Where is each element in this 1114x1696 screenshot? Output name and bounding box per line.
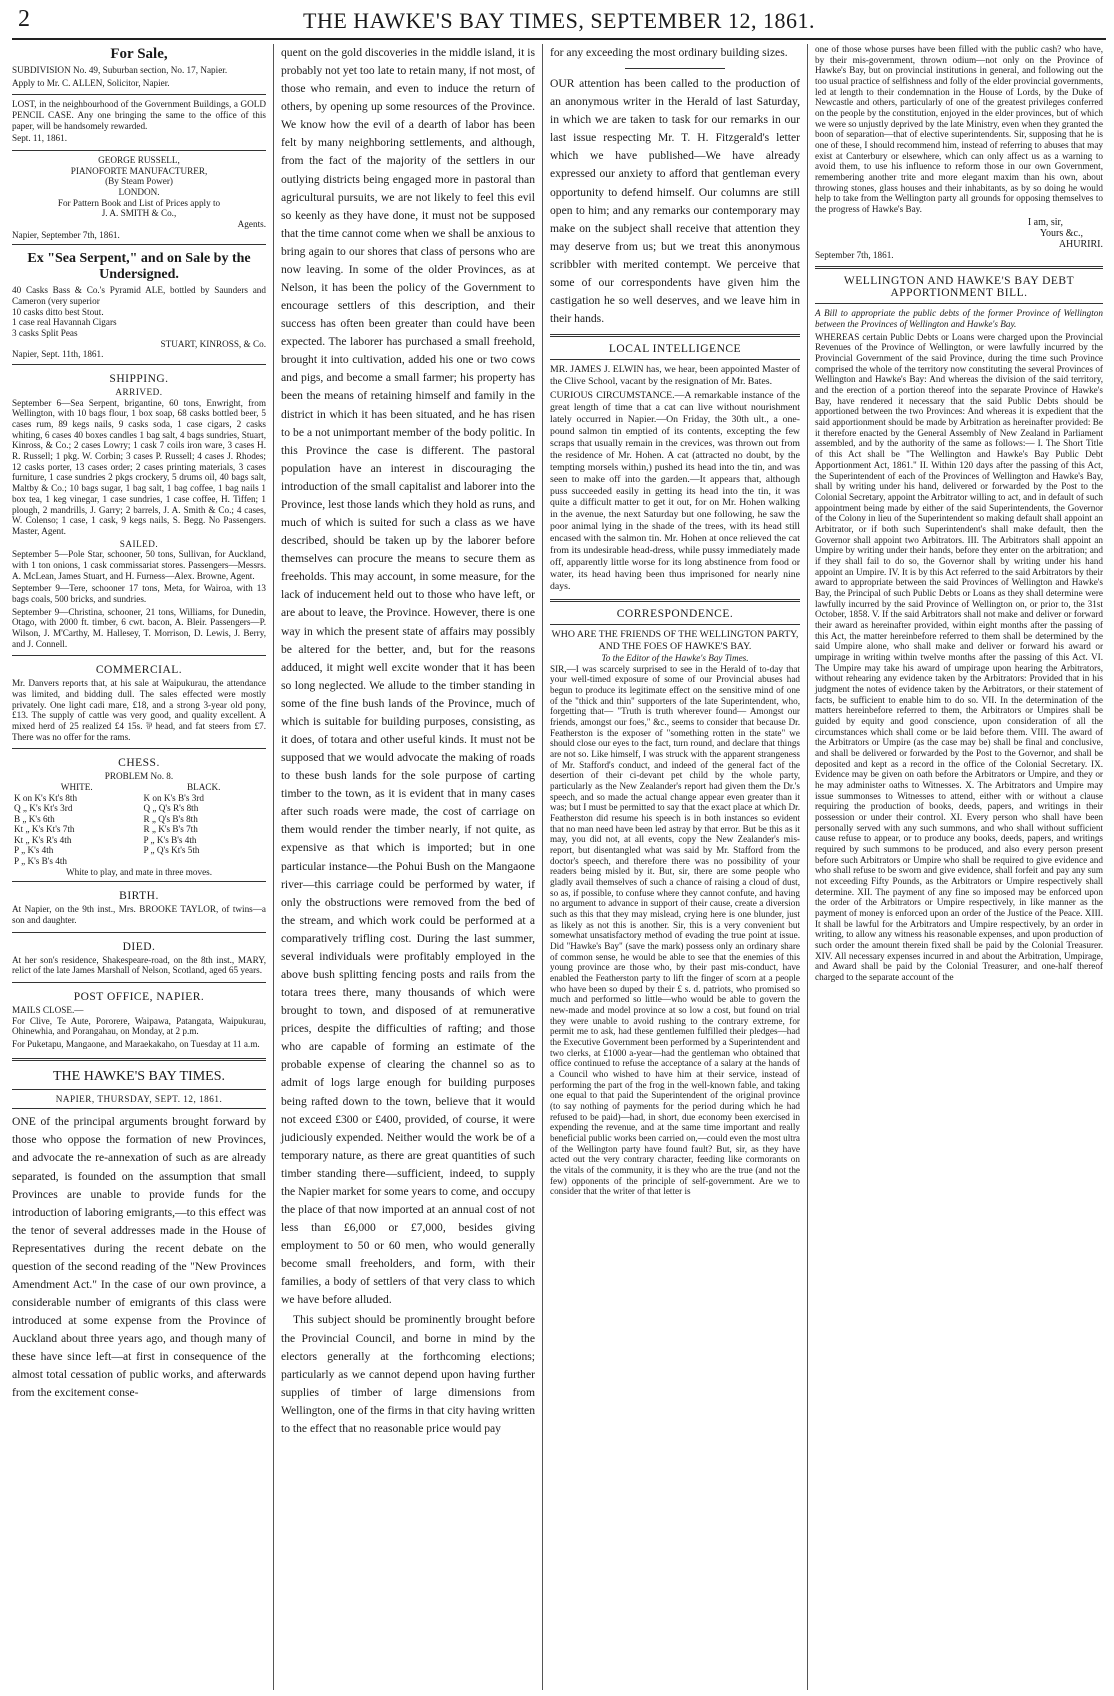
column-4 xyxy=(811,44,1107,1690)
black-move: R „ K's B's 7th xyxy=(143,824,198,835)
column-rule xyxy=(273,44,274,1690)
local-item: MR. JAMES J. ELWIN has, we hear, been appointed Master of the Clive School, vacant by the resignation of Mr. Bates. xyxy=(550,364,800,388)
chess-table xyxy=(12,782,266,867)
russell-power: (By Steam Power) xyxy=(105,176,173,187)
editorial-text: ONE of the principal arguments brought forward by those who oppose the formation of new Provinces, and advocate the re-annexation of such as are already separated, is founded on the assumption that small Provinces are unable to provide funds for the introduction of laboring emigrants,—to this effect was the tenor of several addresses made in the House of Representatives during the recent debate on the question of the second reading of the "New Provinces Amendment Act." In the case of our own province, a considerable number of emigrants of this class were introduced at some expense from the Province of Auckland about three years ago, and though many of these have since left—at first in consequence of the almost total cessation of public works, and afterwards from the excitement conse- xyxy=(12,1115,266,1400)
died-text: At her son's residence, Shakespeare-road, on the 8th inst., MARY, relict of the late James Marshall of Nelson, Scotland, aged 65 years. xyxy=(12,954,266,976)
for-sale-apply: Apply to Mr. C. ALLEN, Solicitor, Napier. xyxy=(12,77,170,88)
chess-section xyxy=(12,753,266,877)
column-rule xyxy=(807,44,808,1690)
white-move: Kt „ K's R's 4th xyxy=(14,834,72,845)
arrived-label: ARRIVED. xyxy=(115,387,163,398)
shipping-heading: SHIPPING. xyxy=(109,373,169,386)
letter-yours: Yours &c., xyxy=(1039,227,1083,239)
sailed-label: SAILED. xyxy=(119,538,159,549)
column-rule xyxy=(542,44,543,1690)
russell-ad xyxy=(12,155,266,240)
white-move: Kt „ K's Kt's 7th xyxy=(14,824,75,835)
editorial-dateline: NAPIER, THURSDAY, SEPT. 12, 1861. xyxy=(55,1093,223,1104)
commercial-text: Mr. Danvers reports that, at his sale at Waipukurau, the attendance was limited, and bidding dull. The sales effected were mostly privately. One light cadi mare, £18, and a strong 3-year old pony, £13. The supply of cattle was very good, and quality excellent. A mixed herd of 25 realized £4 15s. ⅌ head, and fat steers from £7. There was no offer for the rams. xyxy=(12,678,266,742)
chess-header-row xyxy=(12,782,266,793)
lost-ad xyxy=(12,99,266,146)
timber-text-end: for any exceeding the most ordinary building sizes. xyxy=(550,46,788,59)
birth-text: At Napier, on the 9th inst., Mrs. BROOKE TAYLOR, of twins—a son and daughter. xyxy=(12,904,266,925)
sailed-entry: September 9—Tere, schooner 17 tons, Meta, for Wairoa, with 13 bags coals, 500 bricks, and sundries. xyxy=(12,583,266,604)
sailed-entry: September 5—Pole Star, schooner, 50 tons, Sullivan, for Auckland, with 1 ton onions, 1 cask commissariat stores. Passengers—Messrs. A. McLean, James Stuart, and H. Furness—Alex. Browne, Agent. xyxy=(12,549,266,581)
sea-serpent-line: 3 casks Split Peas xyxy=(12,328,78,339)
divider xyxy=(550,624,800,625)
divider xyxy=(12,748,266,749)
russell-agent: J. A. SMITH & Co., xyxy=(101,208,177,219)
arrived-text: September 6—Sea Serpent, brigantine, 60 tons, Enwright, from Wellington, with 10 bags flour, 1 box soap, 68 casks bottled beer, 5 cases rum, 89 kegs nails, 9 casks soda, 1 case cigars, 2 casks whiting, 6 cases 40 boxes candles 1 bag salt, 4 bags sundries, Stuart, Kinross, & Co.; 2 cases Lowry; 1 cask 7 coils iron ware, 3 cases H. R. Russell; 1 pkg. W. Corbin; 3 cases P. Russell; 4 cases J. Rhodes; 12 casks porter, 13 cases order; 2 cases printing materials, 3 cases furniture, 1 case sundries 2 pkgs crockery, 5 drums oil, 40 bags salt, Maltby & Co.; 10 bags sugar, 1 bag salt, 1 bag coffee, 1 bag nails 1 box tea, 1 keg vinegar, 1 case sundries, 1 case coffee, H. Tiffen; 1 plough, 2 mandrills, J. Garry; 2 barrels, J. A. Smith & Co.; 4 cases, W. Colenso; 1 case, 1 cask, 9 kegs nails, S. Begg. No Passengers. Master, Agent. xyxy=(12,397,266,536)
correspondence-heading: CORRESPONDENCE. xyxy=(616,607,734,620)
editorial-continued-2: This subject should be prominently brought before the Provincial Council, and borne in mind by the electors generally at the forthcoming elections; particularly as we cannot depend upon having further supplies of timber of large dimensions from Wellington, one of the firms in that city having written to the effect that no reasonable price would pay xyxy=(281,1313,535,1435)
commercial-section xyxy=(12,660,266,744)
died-heading: DIED. xyxy=(122,940,156,953)
russell-agents-label: Agents. xyxy=(237,219,266,230)
russell-trade: PIANOFORTE MANUFACTURER, xyxy=(70,165,208,176)
editorial xyxy=(12,1067,266,1405)
for-sale-text: SUBDIVISION No. 49, Suburban section, No. 17, Napier. xyxy=(12,65,228,75)
chess-row xyxy=(12,856,266,867)
column-1 xyxy=(8,44,270,1690)
chess-row xyxy=(12,803,266,814)
black-move xyxy=(141,856,266,867)
divider xyxy=(12,244,266,245)
shipping-section xyxy=(12,369,266,651)
letter-date: September 7th, 1861. xyxy=(815,249,894,260)
white-move: P „ K's 4th xyxy=(14,845,54,856)
masthead xyxy=(12,6,1106,40)
double-divider xyxy=(550,334,800,337)
editorial-continued: quent on the gold discoveries in the middle island, it is probably not yet too late to retain many, if not most, of those who remain, and even to induce the return of others, by opening up some resources of the Province. We know how the evil of a dearth of labor has been felt by many neighboring settlements, and although, from the fact of the majority of the settlers in our outlying districts being engaged more in pastoral than agricultural pursuits, we are not likely to feel this evil so keenly as they have done, it must not be supposed that the time cannot come when we shall be anxious to bring again to our shores that class of persons who are now leaving. In some of the older Provinces, as at Nelson, it has been the policy of the Government to encourage settlers of this description, and their success has often been greater than could have been expected. The laborer has purchased a small freehold, brought it into cultivation, added his one or two cows and pigs, and become a small farmer; his property has been the means of retaining himself and family in the district in which it has been situated, and he has risen to be a not unimportant member of the body politic. In this Province the case is different. The pastoral population have an interest in discouraging the introduction of the small capitalist and laborer into the Province, lest those lands which they hold as runs, and much of which is suited for such a class as we have described, should be taken up by the laborer before themselves can procure the means to secure them as freeholds. This may account, in some measure, for the lack of inducement held out to those who have left, or are about to leave, the Province. However, there is one way in which the present state of affairs may possibly be altered for the better, and, but for the reasons adduced, it might well excite wonder that it has been so long neglected. We allude to the timber standing in some of the fine bush lands of the Province, much of which is suitable for building purposes, consisting, as it does, of totara and other useful kinds. It must not be supposed that we would advocate the making of roads to these bush lands for the sole purpose of carting timber to the town, as it is evident that in many cases after such roads were made, the cost of carriage on them would render the timber nearly, if not quite, as expensive as that which is imported; but in one particular instance—the Pohui Bush on the Mangaone river—this carriage could be performed by water, if only the obstructions were removed from the bed of the stream, and which work could be performed at a comparatively trifling cost. During the last summer, several individuals were profitably employed in the above bush splitting fencing posts and rails from the totara trees there, many thousands of which were brought to town, and disposed of at remunerative prices, despite the difficulties of rafting; and those who are capable of forming an estimate of the probable expense of clearing the channel so as to admit of logs large enough for building purposes being rafted down to the town, believe that it would not exceed £300 or £400, provided, of course, it were judiciously expended. Neither would the work be of a temporary nature, as there are great quantities of such timber standing there—sufficient, indeed, to supply the Napier market for some years to come, and occupy the place of that now imported at an annual cost of not less than £6,000 or £7,000, besides giving employment to 50 or 60 men, who would generally become small freeholders, and form, with their families, a body of settlers of that very class to which we have before alluded. xyxy=(281,46,535,1307)
white-move: K on K's Kt's 8th xyxy=(14,792,78,803)
chess-row xyxy=(12,824,266,835)
divider xyxy=(12,94,266,95)
masthead-title: THE HAWKE'S BAY TIMES, SEPTEMBER 12, 1861. xyxy=(303,8,815,33)
letter-title: WHO ARE THE FRIENDS OF THE WELLINGTON PARTY, AND THE FOES OF HAWKE'S BAY. xyxy=(551,628,799,652)
russell-city: LONDON. xyxy=(118,187,160,198)
birth-heading: BIRTH. xyxy=(119,890,159,903)
mails-label: MAILS CLOSE.— xyxy=(12,1004,84,1015)
divider xyxy=(625,68,725,69)
post-office-heading: POST OFFICE, NAPIER. xyxy=(73,990,205,1003)
chess-problem: PROBLEM No. 8. xyxy=(104,771,174,782)
russell-pattern: For Pattern Book and List of Prices apply to xyxy=(57,197,221,208)
sea-serpent-firm: STUART, KINROSS, & Co. xyxy=(160,338,266,349)
letter-sign-off: I am, sir, xyxy=(1027,216,1063,228)
russell-date: Napier, September 7th, 1861. xyxy=(12,229,120,240)
black-move: P „ K's B's 4th xyxy=(143,834,197,845)
divider xyxy=(12,364,266,365)
for-sale-heading: For Sale, xyxy=(110,46,168,62)
local-intelligence-heading: LOCAL INTELLIGENCE xyxy=(608,343,742,356)
page-number: 2 xyxy=(18,6,30,32)
divider xyxy=(12,932,266,933)
letter-addressee: To the Editor of the Hawke's Bay Times. xyxy=(601,652,749,663)
sea-serpent-ad xyxy=(12,249,266,360)
lost-date: Sept. 11, 1861. xyxy=(12,133,68,144)
sea-serpent-heading: Ex "Sea Serpent," and on Sale by the Undersigned. xyxy=(27,251,251,283)
died-notice xyxy=(12,937,266,978)
letter-signature: AHURIRI. xyxy=(1058,238,1103,250)
sea-serpent-line: 40 Casks Bass & Co.'s Pyramid ALE, bottled by Saunders and Cameron (very superior xyxy=(12,285,266,307)
column-3 xyxy=(546,44,804,1690)
black-move: P „ Q's Kt's 5th xyxy=(143,845,200,856)
chess-row xyxy=(12,835,266,846)
double-divider xyxy=(550,599,800,602)
herald-reply: OUR attention has been called to the production of an anonymous writer in the Herald of last Saturday, in which we are taken to task for our remarks in our last issue respecting Mr. T. H. Fitzgerald's letter which we have published—We have already expressed our anxiety to afford that gentleman every opportunity to defend himself. Our columns are still open to him; and any remarks our contemporary may make on the subject shall receive that attention they may deserve from us; but we treat this anonymous scribbler with merited contempt. We perceive that some of our correspondents have given him the castigation he so well deserves, and we leave him in their hands. xyxy=(550,77,800,326)
chess-note: White to play, and mate in three moves. xyxy=(65,866,213,877)
black-move: Q „ Q's R's 8th xyxy=(143,803,199,814)
russell-name: GEORGE RUSSELL, xyxy=(98,155,180,166)
post-office-notice xyxy=(12,987,266,1052)
bill-text: WHEREAS certain Public Debts or Loans were charged upon the Provincial Revenues of the Province of Wellington, or were lawfully incurred by the Provincial Government of the said Province, during the time such Province comprised the whole of the territory now constituting the several Provinces of Wellington and Hawke's Bay: And whereas the division of the said territory, and the erection of a portion thereof into the separate Province of Hawke's Bay, have rendered it necessary that the said Public Debts should be apportioned between the two Provinces: And whereas it is expedient that the said apportionment should be made by Arbitration as hereinafter provided: Be it therefore enacted by the General Assembly of New Zealand in Parliament assembled, and by the authority of the same as follows:— I. The Short Title of this Act shall be "The Wellington and Hawke's Bay Public Debt Apportionment Act, 1861." II. Within 120 days after the passing of this Act, the Superintendent of each of the Provinces of Wellington and Hawke's Bay, shall by writing under his hand, delivered or forwarded by the Post to the Colonial Secretary, appoint the Arbitrator willing to act, and in default of such appointment being made by either of the said Superintendents, the Governor of the Colony in lieu of the Superintendent so making default shall appoint an Arbitrator, or if both such Superintendent's shall make default, then the Governor shall appoint two Arbitrators. III. The Arbitrators shall appoint an Umpire by writing under their hands, before they enter on the arbitration; and if they shall fail to do so, the Governor shall by writing under his hand appoint an Umpire. IV. It is by this Act referred to the said Arbitrators by their award to appropriate between the said Provinces of Wellington and Hawke's Bay, the Principal of such Public Debts or Loans as they shall determine were lawfully incurred by the said Province of Wellington on, or prior to, the 31st October, 1858. V. If the said Arbitrators shall not make and deliver or forward their award as hereinafter provided, within eight months after the passing of this Act, the matter hereinbefore referred to them shall be determined by the said Umpire alone, who shall make and deliver or forward his award or umpirage in writing within twelve months after the passing of this Act. VI. The Umpire may take his award of umpirage upon hearing the Arbitrators, without rehearing any evidence taken by the Arbitrators: Provided that in his judgment the notes of evidence taken by the Arbitrators, or their statement of facts, be sufficient to enable him to do so. VII. In the determination of the matters hereinbefore referred to them, the Arbitrators or Umpires shall be guided by equity and good conscience, upon consideration of all the circumstances which shall come or be laid before them. VIII. The award of the Arbitrators or Umpire (as the case may be) shall be final and conclusive, and shall be delivered or forwarded by the Post to the Governor, and shall be deposited and kept as a record in the office of the Colonial Secretary. IX. Evidence may be given on oath before the Arbitrators or Umpire, and they or he may administer oaths to Witnesses. X. The Arbitrators and Umpire may issue summonses to Witnesses to attend, either with or without a clause requiring the production of books, deeds, papers, and writings in their possession or under their control. XI. Every person who shall have been personally served with any such summons, and who shall without sufficient cause refuse to appear, or to produce any books, deeds, papers, and writings required by such summons to be produced, and also every person present before such Arbitrators or Umpire who shall be required to give evidence and who shall refuse to be sworn and give evidence, shall forfeit and pay any sum not exceeding Fifty Pounds, as the Arbitrators or Umpire respectively shall determine. XII. The payment of any fine so imposed may be enforced upon the order of the Arbitrators or Umpire respectively, in like manner as the payment of money is enforced upon an order of the Justice of the Peace. XIII. It shall be lawful for the Arbitrators and Umpire respectively, by an order in writing, to allow any witness his reasonable expenses, and upon production of such order the amount therein fixed shall be paid by the Colonial Treasurer. XIV. All necessary expenses incurred in and about the Arbitration, Umpirage, and Award shall be paid by the Colonial Treasurer, and one-half thereof charged to the separate account of the xyxy=(815,331,1103,983)
bill-subtitle: A Bill to appropriate the public debts of the former Province of Wellington between the Provinces of Wellington and Hawke's Bay. xyxy=(815,308,1103,330)
double-divider xyxy=(12,1058,266,1061)
chess-heading: CHESS. xyxy=(118,757,160,770)
letter-body: SIR,—I was scarcely surprised to see in the Herald of to-day that your well-timed exposure of some of our Provincial abuses had begun to produce its legitimate effect on the sensitive mind of one of the "thick and thin" supporters of the late Superintendent, who, forgetting that— "Truth is truth wherever found— Amongst our friends, amongst our foes," &c., seems to consider that because Dr. Featherston is the exposer of "something rotten in the state" we should close our eyes to the fact, turn round, and declare that things are not so. Like himself, I was struck with the apparent strangeness of Mr. Stafford's conduct, and indeed of the general fact of the desertion of their ci-devant pet child by the whole party, particularly as the New Zealander's report had given them the Dr.'s speech, and so made the actual change appear even greater than it was; but I must be permitted to say that the exact place at which Dr. Featherston did resume his speech is in both instances so evident that no man need have been led astray by that error. But be this as it may, you did not, at all events, copy the New Zealander's mis-report, but disentangled what was said by Mr. Stafford from the doctor's speech, and therefore there was no possibility of your readers being misled by it. But, sir, there are some people who gladly avail themselves of such a chance of raising a cloud of dust, so as, if possible, to confuse where they cannot confute, and having no argument to advance in support of their cause, create a diversion such as this that they may mislead, crying here is one blunder, just as likely as not this is another. Sir, this is a very convenient but somewhat unsatisfactory method of evading the true point at issue. Did "Hawke's Bay" (save the mark) possess only an ordinary share of common sense, he would be able to see that the enemies of this young province are those who, by their past mis-conduct, have enabled the Featherston party to lift the finger of scorn at a people who have been so duped by their £ s. d. patriots, who promised so much and performed so little—who would be able to govern the new-made and model province at so low a cost, but found on trial they were unable to avoid rushing to the contrary extreme, for permit me to ask, had these gentlemen fulfilled their pledges—had the Executive Government been performed by a Superintendent and two clerks, at £1000 a-year—had the gentleman who obtained that office continued to refuse the acceptance of a salary at the hands of a Council who wished to have him at their service, instead of performing the part of the frog in the well-known fable, and taking one equal to that paid the Superintendent of the original province (to say nothing of payments for the period during which he had refused to be paid)—had, in short, due economy been exercised in expending the revenue, and at the same time important and really beneficial public works been carried on,—could even the most ultra of the Wellington party have found fault? But, sir, as they have acted out the very contrary character, feeding like cormorants on the vitals of the community, it is they who are the true (and not the few) opponents of the principle of self-government. Are we to consider that the writer of that letter is xyxy=(550,663,801,1197)
birth-notice xyxy=(12,886,266,927)
white-move: Q „ K's Kt's 3rd xyxy=(14,803,73,814)
white-move: P „ K's B's 4th xyxy=(14,855,67,866)
sea-serpent-date: Napier, Sept. 11th, 1861. xyxy=(12,349,104,360)
mail-line: For Clive, Te Aute, Pororere, Waipawa, Patangata, Waipukurau, Ohinewhia, and Porangahau, on Monday, at 2 p.m. xyxy=(12,1015,266,1037)
lost-text: LOST, in the neighbourhood of the Government Buildings, a GOLD PENCIL CASE. Any one bringing the same to the office of this paper, will be handsomely rewarded. xyxy=(12,99,266,131)
divider xyxy=(12,881,266,882)
divider xyxy=(12,982,266,983)
editorial-paper-title: THE HAWKE'S BAY TIMES. xyxy=(53,1068,225,1084)
black-label: BLACK. xyxy=(187,781,221,792)
mail-line: For Puketapu, Mangaone, and Maraekakaho, on Tuesday at 11 a.m. xyxy=(12,1038,260,1049)
chess-row xyxy=(12,845,266,856)
white-label: WHITE. xyxy=(60,781,93,792)
divider xyxy=(12,1089,266,1090)
sailed-entry: September 9—Christina, schooner, 21 tons, Williams, for Dunedin, Otago, with 2000 ft. timber, 6 cwt. bacon, A. Bleir. Passengers—P. Wilson, J. M'Carthy, M. Hallesey, T. Morrison, D. Lewis, J. Berry, and J. Connell. xyxy=(12,606,266,649)
divider xyxy=(12,150,266,151)
letter-continued: one of those whose purses have been filled with the public cash? who have, by their mis-government, thrown odium—not only on the Province of Hawke's Bay, but on provincial institutions in general, and following out the too usual practice of selfishness and folly of the elder provincial governments, led at length to their condemnation in the House of Lords, by the Duke of Newcastle and others, particularly of one of the greatest privileges conferred on the people by the constitution, enjoyed in the elder provinces, but of which we were so unjustly deprived by the late Ministry, even when they granted the boon of separation—that of elective superintendents. Sir, supposing that he is one of these, I should recommend him, instead of referring to abuses that may exist at Canterbury or elsewhere, which can only affect us as a warning to avoid them, to use his influence to reform those in our own Government, remembering another trite and more elegant maxim than his own, about throwing stones, glass houses and their inhabitants, as by so doing he would help to take from the Wellington party all grounds for opposing themselves to the progress of Hawke's Bay. xyxy=(815,44,1103,215)
sea-serpent-line: 1 case real Havannah Cigars xyxy=(12,317,117,328)
white-move: B „ K's 6th xyxy=(14,813,55,824)
black-move: K on K's B's 3rd xyxy=(143,792,204,803)
divider xyxy=(12,655,266,656)
chess-row xyxy=(12,793,266,804)
bill-heading: WELLINGTON AND HAWKE'S BAY DEBT APPORTIONMENT BILL. xyxy=(843,275,1075,300)
local-item: CURIOUS CIRCUMSTANCE.—A remarkable instance of the great length of time that a cat can live without nourishment lately occurred in Napier.—On Friday, the 30th ult., a one-pound salmon tin emptied of its contents, excepting the few scraps that usually remain in the crevices, was thrown out from the residence of Mr. Hohen. A cat (attracted no doubt, by the tempting morsels within,) pushed its head into the tin, and was seen to make off into the garden.—It appears that, although puss succeeded easily in getting its head into the tin, it was quite a difficult matter to get it out, for on Mr. Hohen walking in the avenue, the next Saturday but one following, he saw the poor animal lying in the shade of the trees, with its head still encased with the salmon tin. Mr. Hohen at once relieved the cat from its undesirable head-dress, while pussy immediately made off, apparently little worse for its long abstinence from food or water, its head having been thus imprisoned for nearly nine days. xyxy=(550,390,800,593)
double-divider xyxy=(815,266,1103,269)
sea-serpent-line: 10 casks ditto best Stout. xyxy=(12,306,104,317)
divider xyxy=(815,303,1103,304)
for-sale-ad xyxy=(12,44,266,90)
chess-row xyxy=(12,814,266,825)
column-2 xyxy=(277,44,539,1690)
commercial-heading: COMMERCIAL. xyxy=(95,664,183,677)
black-move: R „ Q's B's 8th xyxy=(143,813,198,824)
divider xyxy=(550,359,800,360)
divider xyxy=(12,1108,266,1109)
